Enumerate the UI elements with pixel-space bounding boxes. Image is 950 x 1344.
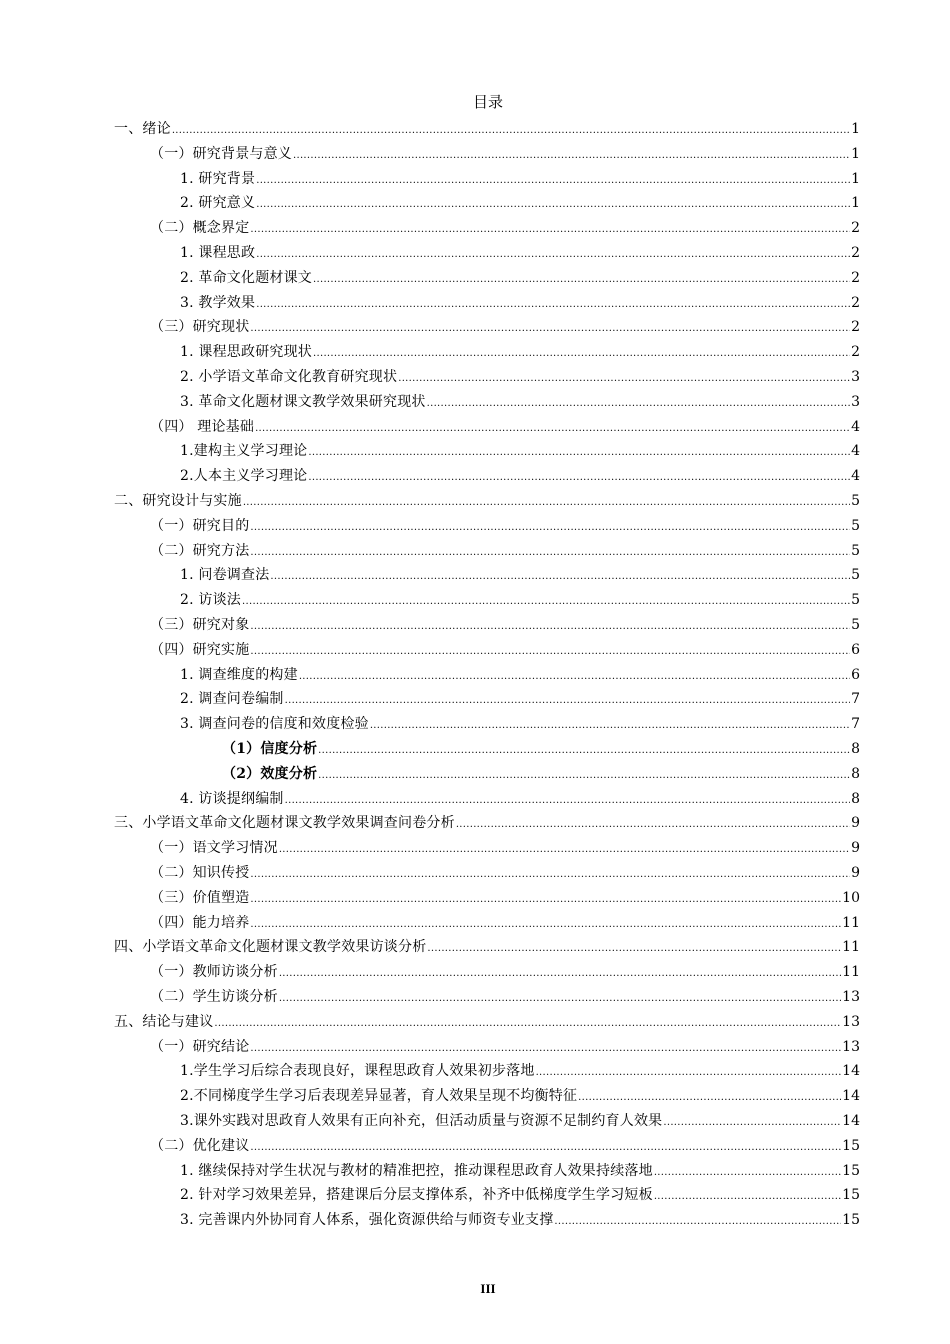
toc-entry[interactable] [180,1084,860,1109]
toc-leader-dots [285,687,850,714]
toc-entry[interactable] [150,1134,860,1159]
toc-entry-label: （三）研究现状 [150,319,250,336]
toc-entry-page: 14 [842,1113,860,1129]
toc-entry-page: 5 [851,517,860,534]
toc-entry[interactable] [180,241,860,266]
toc-entry[interactable] [150,142,860,167]
toc-leader-dots [654,1159,841,1186]
toc-entry-label: 3. 完善课内外协同育人体系，强化资源供给与师资专业支撑 [180,1212,554,1229]
toc-entry-page: 2 [851,344,860,361]
toc-entry-label: （一）教师访谈分析 [150,964,278,981]
toc-entry-label: 1. 课程思政 [180,245,256,261]
toc-entry[interactable] [180,787,860,812]
toc-leader-dots [293,142,850,169]
toc-entry[interactable] [150,836,860,861]
toc-entry-page: 14 [842,1088,860,1105]
toc-entry[interactable] [180,464,860,489]
toc-leader-dots [279,960,841,987]
toc-entry-page: 1 [851,170,860,187]
toc-entry-page: 6 [851,641,860,658]
toc-entry[interactable] [150,539,860,564]
toc-entry-label: 3. 教学效果 [180,294,256,311]
toc-entry[interactable] [150,638,860,663]
toc-entry[interactable] [150,886,860,911]
toc-leader-dots [256,291,850,318]
toc-leader-dots [578,1084,841,1111]
toc-entry[interactable] [222,737,860,762]
toc-title: 目录 [472,93,503,111]
toc-entry[interactable] [150,960,860,985]
toc-entry-page: 11 [842,964,860,981]
toc-entry-label: 1. 调查维度的构建 [180,666,298,683]
toc-leader-dots [250,216,850,243]
toc-entry-page: 6 [851,666,860,683]
toc-entry-label: （二）学生访谈分析 [150,989,278,1005]
toc-leader-dots [270,563,850,590]
toc-entry-page: 15 [842,1137,860,1154]
toc-entry-page: 2 [851,294,860,311]
toc-leader-dots [250,911,841,938]
toc-entry-page: 1 [851,195,860,212]
toc-entry-label: 1.学生学习后综合表现良好，课程思政育人效果初步落地 [180,1063,535,1080]
toc-entry-label: 一、绪论 [114,121,171,137]
toc-entry-page: 1 [851,121,860,137]
toc-leader-dots [318,737,850,764]
toc-entry-label: 四、小学语文革命文化题材课文教学效果访谈分析 [114,939,427,956]
toc-entry-page: 7 [851,716,860,733]
toc-entry-page: 8 [851,790,860,807]
toc-entry-label: 五、结论与建议 [114,1013,214,1030]
toc-entry[interactable] [180,563,860,588]
toc-entry-page: 13 [842,1038,860,1055]
toc-entry-label: 4. 访谈提纲编制 [180,790,284,807]
toc-entry-page: 3 [851,393,860,410]
toc-entry[interactable] [180,167,860,192]
toc-entry-label: （二）研究方法 [150,542,250,559]
toc-entry-label: （三）价值塑造 [150,889,250,906]
toc-entry-page: 9 [851,865,860,881]
toc-entry-label: 2.不同梯度学生学习后表现差异显著，育人效果呈现不均衡特征 [180,1088,578,1105]
toc-entry-label: 2. 研究意义 [180,195,256,212]
toc-entry[interactable] [150,315,860,340]
toc-entry[interactable] [180,1159,860,1184]
toc-entry-page: 5 [851,493,860,509]
toc-entry-label: 2. 访谈法 [180,592,242,609]
toc-leader-dots [250,1035,841,1062]
toc-entry-page: 15 [842,1162,860,1179]
toc-entry-page: 15 [842,1187,860,1204]
toc-entry-page: 4 [851,418,860,435]
toc-entry-page: 4 [851,443,860,460]
toc-entry-page: 11 [842,914,860,931]
toc-leader-dots [456,811,850,838]
toc-entry[interactable] [180,439,860,464]
toc-leader-dots [250,1134,841,1161]
toc-entry-label: 3. 革命文化题材课文教学效果研究现状 [180,393,426,410]
toc-entry[interactable] [180,191,860,216]
toc-entry[interactable] [150,911,860,936]
toc-entry-label: （一）研究结论 [150,1038,250,1055]
toc-leader-dots [279,985,841,1012]
toc-entry-label: （二）概念界定 [150,220,250,237]
toc-entry-page: 5 [851,567,860,584]
toc-leader-dots [242,588,850,615]
toc-entry[interactable] [114,935,860,960]
toc-entry-page: 8 [851,741,860,757]
toc-entry-label: 1. 课程思政研究现状 [180,344,313,361]
toc-entry-page: 5 [851,592,860,609]
toc-leader-dots [172,117,850,144]
toc-entry-label: （二）优化建议 [150,1137,250,1154]
toc-entry[interactable] [180,340,860,365]
toc-entry-page: 9 [851,815,860,832]
toc-leader-dots [299,663,850,690]
toc-entry[interactable] [150,216,860,241]
toc-entry-label: 3. 调查问卷的信度和效度检验 [180,716,369,733]
toc-entry[interactable] [150,1035,860,1060]
toc-entry[interactable] [150,415,860,440]
toc-entry-page: 2 [851,220,860,237]
toc-leader-dots [313,266,850,293]
toc-leader-dots [250,315,850,342]
toc-entry-label: 1. 问卷调查法 [180,567,270,584]
toc-leader-dots [214,1010,841,1037]
toc-entry[interactable] [180,687,860,712]
toc-entry-label: （二）知识传授 [150,865,250,881]
toc-leader-dots [250,613,850,640]
toc-entry-page: 13 [842,989,860,1005]
toc-entry[interactable] [180,663,860,688]
toc-entry[interactable] [180,291,860,316]
toc-entry-label: 二、研究设计与实施 [114,493,242,509]
toc-entry-page: 3 [851,369,860,385]
toc-entry-label: 1. 继续保持对学生状况与教材的精准把控，推动课程思政育人效果持续落地 [180,1162,653,1179]
toc-entry-label: （四） 理论基础 [150,418,255,435]
toc-entry[interactable] [150,861,860,886]
toc-entry-page: 14 [842,1063,860,1080]
toc-leader-dots [279,836,850,863]
toc-leader-dots [250,886,841,913]
toc-entry-label: （一）语文学习情况 [150,840,278,857]
toc-leader-dots [256,167,850,194]
page-number: III [480,1281,496,1296]
toc-leader-dots [308,439,850,466]
toc-leader-dots [318,762,850,789]
toc-leader-dots [250,514,850,541]
toc-leader-dots [250,861,850,888]
toc-entry[interactable] [114,117,860,142]
toc-entry-label: 2. 调查问卷编制 [180,691,284,708]
toc-entry-label: 2. 小学语文革命文化教育研究现状 [180,369,398,385]
toc-entry-label: （2）效度分析 [222,765,318,782]
toc-leader-dots [285,787,850,814]
toc-leader-dots [243,489,850,516]
toc-entry[interactable] [150,514,860,539]
toc-entry-label: （1）信度分析 [222,741,318,757]
toc-entry[interactable] [180,712,860,737]
toc-entry-label: 三、小学语文革命文化题材课文教学效果调查问卷分析 [114,815,455,832]
toc-entry-label: 2. 革命文化题材课文 [180,269,313,286]
toc-leader-dots [398,365,850,392]
toc-entry-label: （四）研究实施 [150,641,250,658]
toc-entry-label: 2. 针对学习效果差异，搭建课后分层支撑体系，补齐中低梯度学生学习短板 [180,1187,653,1204]
toc-entry[interactable] [180,1059,860,1084]
toc-leader-dots [308,464,850,491]
toc-entry-page: 15 [842,1212,860,1229]
toc-leader-dots [370,712,850,739]
toc-leader-dots [250,638,850,665]
toc-entry-page: 5 [851,542,860,559]
toc-leader-dots [663,1109,841,1136]
toc-entry-label: （一）研究目的 [150,517,250,534]
toc-entry[interactable] [150,613,860,638]
toc-entry-label: 3.课外实践对思政育人效果有正向补充，但活动质量与资源不足制约育人效果 [180,1113,663,1129]
toc-entry-page: 13 [842,1013,860,1030]
toc-entry[interactable] [180,1109,860,1134]
toc-entry-page: 10 [842,889,860,906]
toc-entry-label: （三）研究对象 [150,617,250,633]
toc-entry[interactable] [180,390,860,415]
toc-leader-dots [427,935,841,962]
toc-entry-page: 5 [851,617,860,633]
toc-leader-dots [256,191,850,218]
toc-entry[interactable] [180,588,860,613]
toc-entry-label: 1. 研究背景 [180,170,256,187]
toc-entry-label: 2.人本主义学习理论 [180,468,308,485]
toc-entry[interactable] [114,489,860,514]
toc-entry[interactable] [180,365,860,390]
toc-leader-dots [536,1059,842,1086]
toc-entry-label: （四）能力培养 [150,914,250,931]
toc-entry-label: （一）研究背景与意义 [150,145,292,162]
toc-entry-page: 7 [851,691,860,708]
toc-entry-page: 2 [851,269,860,286]
toc-entry[interactable] [180,1208,860,1233]
toc-leader-dots [255,415,850,442]
toc-entry-page: 8 [851,765,860,782]
toc-leader-dots [313,340,850,367]
toc-entry[interactable] [150,985,860,1010]
toc-entry[interactable] [180,266,860,291]
toc-entry-page: 2 [851,245,860,261]
toc-entry[interactable] [114,811,860,836]
toc-entry[interactable] [180,1183,860,1208]
toc-leader-dots [654,1183,841,1210]
toc-entry[interactable] [114,1010,860,1035]
toc-entry-page: 2 [851,319,860,336]
toc-entry-page: 11 [842,939,860,956]
toc-entry-label: 1.建构主义学习理论 [180,443,308,460]
toc-entry[interactable] [222,762,860,787]
toc-entry-page: 1 [851,145,860,162]
toc-leader-dots [250,539,850,566]
toc-leader-dots [256,241,850,268]
toc-entry-page: 9 [851,840,860,857]
toc-entry-page: 4 [851,468,860,485]
toc-leader-dots [427,390,850,417]
toc-leader-dots [554,1208,841,1235]
